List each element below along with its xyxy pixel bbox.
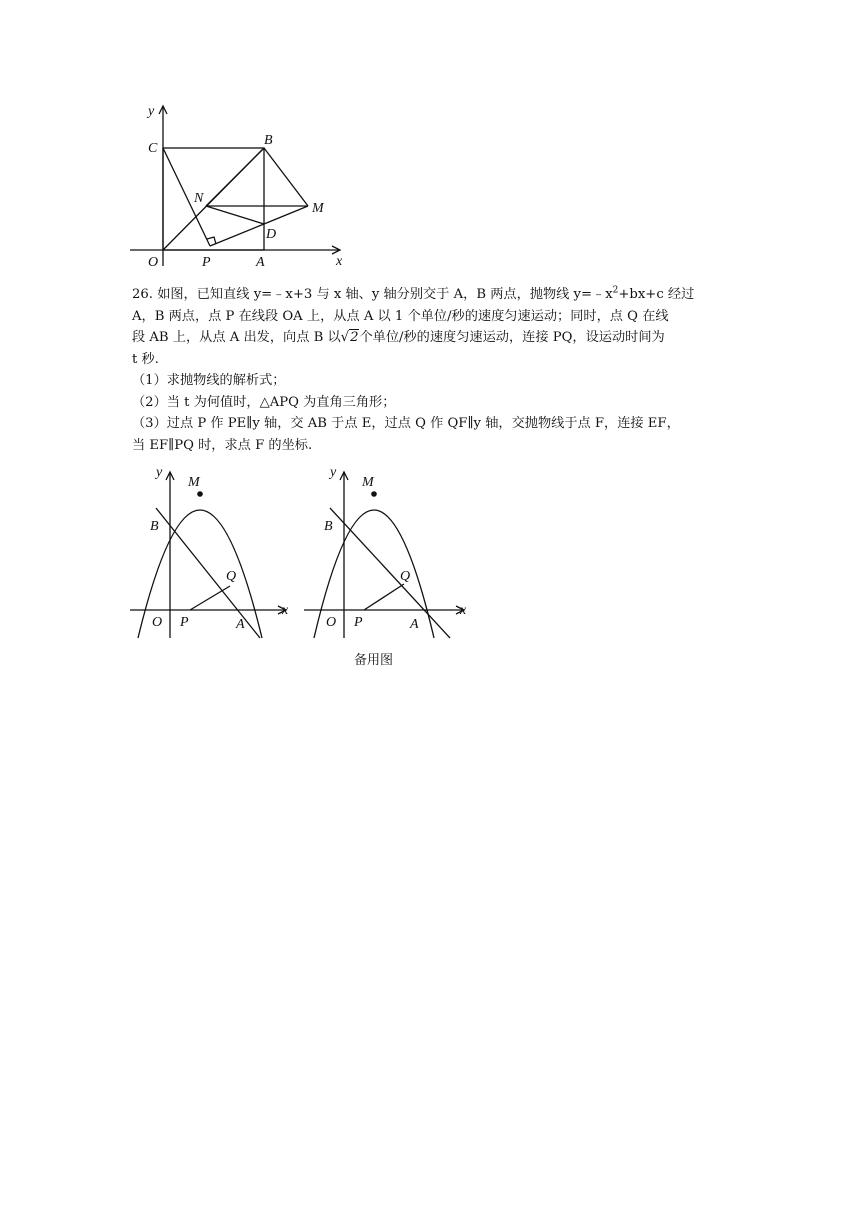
problem-line-3-tail: 个单位/秒的速度匀速运动，连接 PQ，设运动时间为	[359, 330, 665, 345]
vertex-point	[197, 491, 203, 497]
parabola-figure	[128, 466, 293, 646]
label-q: Q	[400, 569, 411, 584]
problem-line-2: A，B 两点，点 P 在线段 OA 上，从点 A 以 1 个单位/秒的速度匀速运动；同时，点 Q 在线	[132, 308, 669, 324]
label-p: P	[354, 615, 363, 630]
problem-number: 26.	[132, 287, 153, 302]
sqrt-symbol: √2	[340, 330, 359, 345]
label-x: x	[282, 603, 289, 618]
segment-pd	[210, 224, 264, 246]
geometry-figure-square	[128, 98, 353, 270]
label-q: Q	[226, 569, 237, 584]
label-x: x	[336, 254, 343, 269]
label-n: N	[194, 191, 204, 206]
segment-nd	[206, 206, 264, 224]
problem-line-3-text: 段 AB 上，从点 A 出发，向点 B 以	[132, 330, 341, 345]
question-3-line-1: （3）过点 P 作 PE∥y 轴，交 AB 于点 E，过点 Q 作 QF∥y 轴，交抛物线于点 F，连接 EF，	[132, 416, 680, 431]
label-y: y	[148, 104, 155, 119]
label-o: O	[326, 615, 337, 630]
question-2: （2）当 t 为何值时，△APQ 为直角三角形；	[132, 394, 396, 410]
parabola-backup-figure	[302, 466, 472, 670]
label-m: M	[188, 475, 200, 490]
label-p: P	[202, 255, 211, 270]
label-x: x	[460, 603, 467, 618]
problem-line-1-text: 如图，已知直线 y=﹣x+3 与 x 轴、y 轴分别交于 A，B 两点，抛物线 y=﹣x	[157, 287, 613, 302]
label-p: P	[180, 615, 189, 630]
backup-figure-caption: 备用图	[354, 653, 394, 668]
problem-line-4: t 秒.	[132, 351, 159, 367]
label-c: C	[148, 141, 158, 156]
sqrt-radicand: 2	[350, 330, 359, 345]
label-m: M	[312, 201, 324, 216]
line-ab	[330, 508, 450, 638]
question-1: （1）求抛物线的解析式；	[132, 373, 286, 388]
exponent: 2	[612, 285, 619, 296]
segment-bn	[206, 148, 264, 206]
label-b: B	[150, 519, 159, 534]
label-o: O	[152, 615, 163, 630]
problem-line-3	[132, 327, 732, 349]
vertex-point	[371, 491, 377, 497]
label-d: D	[266, 227, 277, 242]
problem-line-1	[132, 284, 732, 306]
segment-md	[264, 206, 308, 224]
label-o: O	[148, 255, 159, 270]
label-b: B	[264, 133, 273, 148]
question-3-line-2: 当 EF∥PQ 时，求点 F 的坐标.	[132, 437, 313, 453]
segment-pq	[364, 584, 404, 610]
problem-line-1-tail: +bx+c 经过	[618, 287, 695, 302]
segment-pq	[190, 586, 230, 610]
label-m: M	[362, 475, 374, 490]
label-y: y	[156, 466, 163, 480]
label-y: y	[330, 466, 337, 480]
label-a: A	[236, 617, 245, 632]
problem-26	[132, 284, 732, 456]
label-b: B	[324, 519, 333, 534]
label-a: A	[256, 255, 265, 270]
label-a: A	[410, 617, 419, 632]
segment-bm	[264, 148, 308, 206]
